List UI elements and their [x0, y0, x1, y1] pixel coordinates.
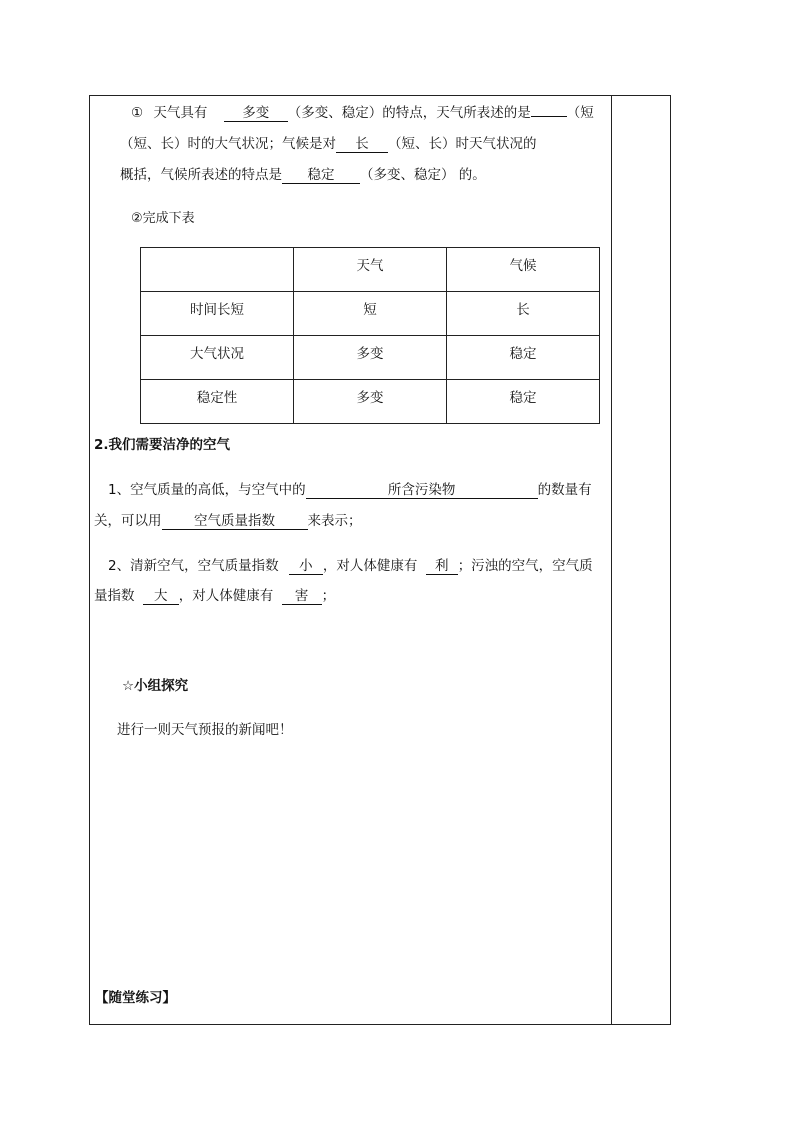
group-inquiry-text: 进行一则天气预报的新闻吧！ [117, 722, 293, 738]
blank-aqi-polluted: 大 [143, 588, 179, 605]
table-row [141, 292, 600, 336]
item-marker: ① [131, 105, 144, 121]
table-cell: 长 [447, 292, 600, 336]
table-cell: 稳定性 [141, 380, 294, 424]
table-header-cell [141, 248, 294, 292]
table-cell: 短 [294, 292, 447, 336]
table-cell: 大气状况 [141, 336, 294, 380]
group-inquiry-title: ☆小组探究 [122, 678, 189, 694]
table-cell: 时间长短 [141, 292, 294, 336]
side-column-divider [611, 95, 612, 1025]
table-header-row [141, 248, 600, 292]
blank-health-polluted: 害 [282, 588, 322, 605]
air-quality-q1-line1: 1、空气质量的高低，与空气中的 所含污染物 的数量有 [108, 482, 592, 498]
table-header-cell: 天气 [294, 248, 447, 292]
table-header-cell: 气候 [447, 248, 600, 292]
weather-line-3: 概括，气候所表述的特点是 稳定 （多变、稳定） 的。 [120, 167, 486, 183]
blank-weather-feature: 多变 [224, 105, 288, 122]
blank-aqi: 空气质量指数 [162, 513, 308, 530]
table-cell: 多变 [294, 336, 447, 380]
blank-health-clean: 利 [426, 558, 458, 575]
table-cell: 稳定 [447, 336, 600, 380]
table-row [141, 336, 600, 380]
blank-climate-duration: 长 [336, 136, 388, 153]
weather-line-1: ① 天气具有 多变 （多变、稳定）的特点，天气所表述的是 （短 [131, 105, 594, 121]
practice-title: 【随堂练习】 [95, 990, 176, 1006]
blank-pollutants: 所含污染物 [306, 482, 538, 499]
table-instruction: ②完成下表 [131, 211, 195, 226]
air-quality-q1-line2: 关，可以用 空气质量指数 来表示； [94, 513, 362, 529]
air-quality-q2-line1: 2、清新空气，空气质量指数 小 ，对人体健康有 利 ；污浊的空气，空气质 [108, 558, 593, 574]
section-2-title: 2.我们需要洁净的空气 [94, 437, 231, 453]
blank-weather-duration [531, 116, 567, 117]
table-cell: 多变 [294, 380, 447, 424]
blank-climate-feature: 稳定 [282, 167, 360, 184]
weather-line-2: （短、长）时的大气状况；气候是对 长 （短、长）时天气状况的 [120, 136, 537, 152]
air-quality-q2-line2: 量指数 大 ，对人体健康有 害 ； [94, 588, 336, 604]
blank-aqi-clean: 小 [289, 558, 323, 575]
table-row [141, 380, 600, 424]
table-cell: 稳定 [447, 380, 600, 424]
weather-climate-table [140, 247, 600, 424]
